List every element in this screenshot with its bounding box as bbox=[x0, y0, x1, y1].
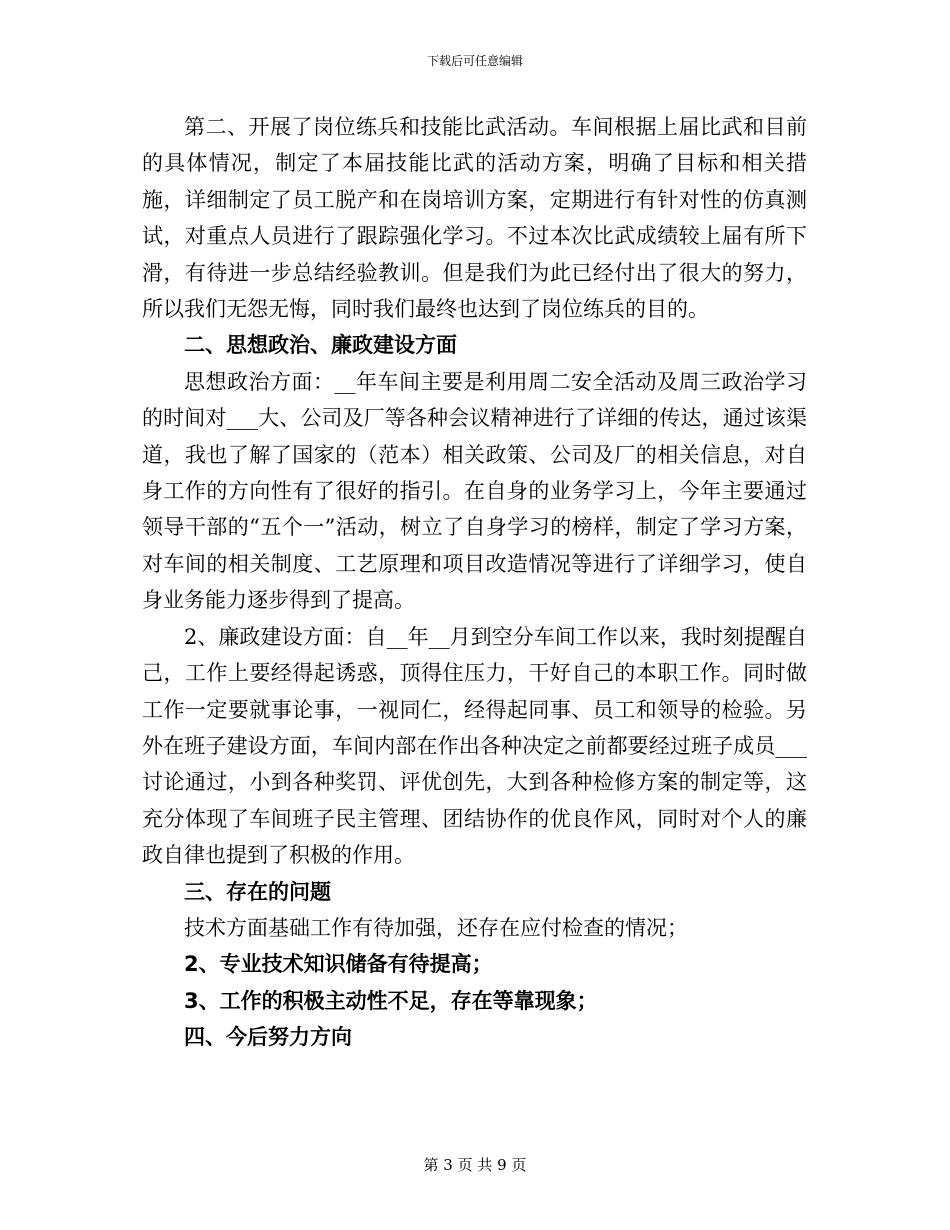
page-footer: 第 3 页 共 9 页 bbox=[423, 1156, 527, 1174]
paragraph-political-study: 思想政治方面：__年车间主要是利用周二安全活动及周三政治学习的时间对___大、公司及厂等各种会议精神进行了详细的传达，通过该渠道，我也了解了国家的（范本）相关政策、公司及厂的相关信息，对自身工作的方向性有了很好的指引。在自身的业务学习上，今年主要通过领导干部的“五个一”活动，树立了自身学习的榜样，制定了学习方案，对车间的相关制度、工艺原理和项目改造情况等进行了详细学习，使自身业务能力逐步得到了提高。 bbox=[142, 369, 807, 613]
section-heading-future: 四、今后努力方向 bbox=[184, 1025, 352, 1050]
problem-item-3: 3、工作的积极主动性不足，存在等靠现象； bbox=[184, 988, 598, 1013]
problem-item-2: 2、专业技术知识储备有待提高； bbox=[184, 952, 493, 977]
page-header: 下载后可任意编辑 bbox=[426, 54, 523, 68]
paragraph-skills-competition: 第二、开展了岗位练兵和技能比武活动。车间根据上届比武和目前的具体情况，制定了本届技能比武的活动方案，明确了目标和相关措施，详细制定了员工脱产和在岗培训方案，定期进行有针对性的仿真测试，对重点人员进行了跟踪强化学习。不过本次比武成绩较上届有所下滑，有待进一步总结经验教训。但是我们为此已经付出了很大的努力，所以我们无怨无悔，同时我们最终也达到了岗位练兵的目的。 bbox=[142, 115, 807, 322]
section-heading-problems: 三、存在的问题 bbox=[184, 879, 331, 904]
paragraph-problem-1: 技术方面基础工作有待加强，还存在应付检查的情况； bbox=[184, 915, 688, 940]
paragraph-integrity: 2、廉政建设方面：自__年__月到空分车间工作以来，我时刻提醒自己，工作上要经得起诱惑，顶得住压力，干好自己的本职工作。同时做工作一定要就事论事，一视同仁，经得起同事、员工和领导的检验。另外在班子建设方面，车间内部在作出各种决定之前都要经过班子成员___讨论通过，小到各种奖罚、评优创先，大到各种检修方案的制定等，这充分体现了车间班子民主管理、团结协作的优良作风，同时对个人的廉政自律也提到了积极的作用。 bbox=[142, 624, 807, 868]
section-heading-politics: 二、思想政治、廉政建设方面 bbox=[184, 333, 457, 358]
document-body bbox=[142, 109, 807, 1056]
